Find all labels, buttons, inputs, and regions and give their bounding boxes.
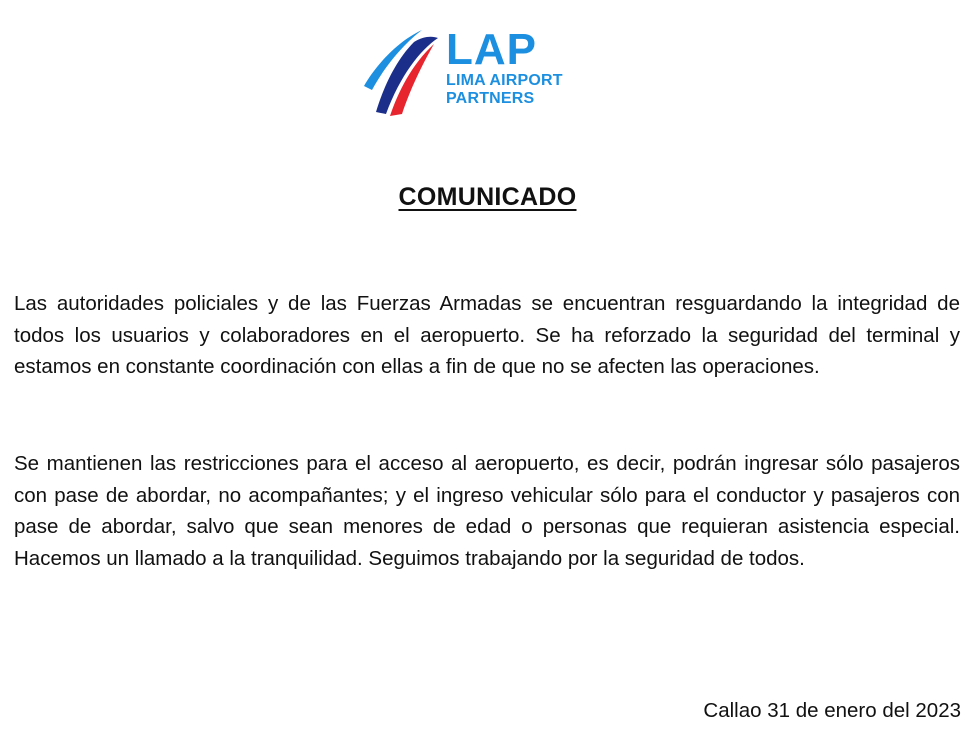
lap-logo xyxy=(360,25,590,120)
logo-wordmark: LAP xyxy=(446,25,537,74)
logo-line2: PARTNERS xyxy=(446,90,535,107)
logo-line1: LIMA AIRPORT xyxy=(446,72,563,89)
lap-swoosh-icon xyxy=(360,28,442,118)
paragraph-1: Las autoridades policiales y de las Fuerzas Armadas se encuentran resguardando la integridad de todos los usuarios y colaboradores en el aeropuerto. Se ha reforzado la seguridad del terminal y estamos en constante coordinación con ellas a fin de que no se afecten las operaciones. xyxy=(14,292,960,378)
paragraph-2: Se mantienen las restricciones para el acceso al aeropuerto, es decir, podrán ingresar sólo pasajeros con pase de abordar, no acompañantes; y el ingreso vehicular sólo para el conductor y pasajeros con pase de abordar, salvo que sean menores de edad o personas que requieran asistencia especial. Hacemos un llamado a la tranquilidad. Seguimos trabajando por la seguridad de todos. xyxy=(14,452,960,570)
document-title: COMUNICADO xyxy=(398,183,577,211)
logo-text xyxy=(446,25,563,108)
dateline: Callao 31 de enero del 2023 xyxy=(703,699,961,722)
